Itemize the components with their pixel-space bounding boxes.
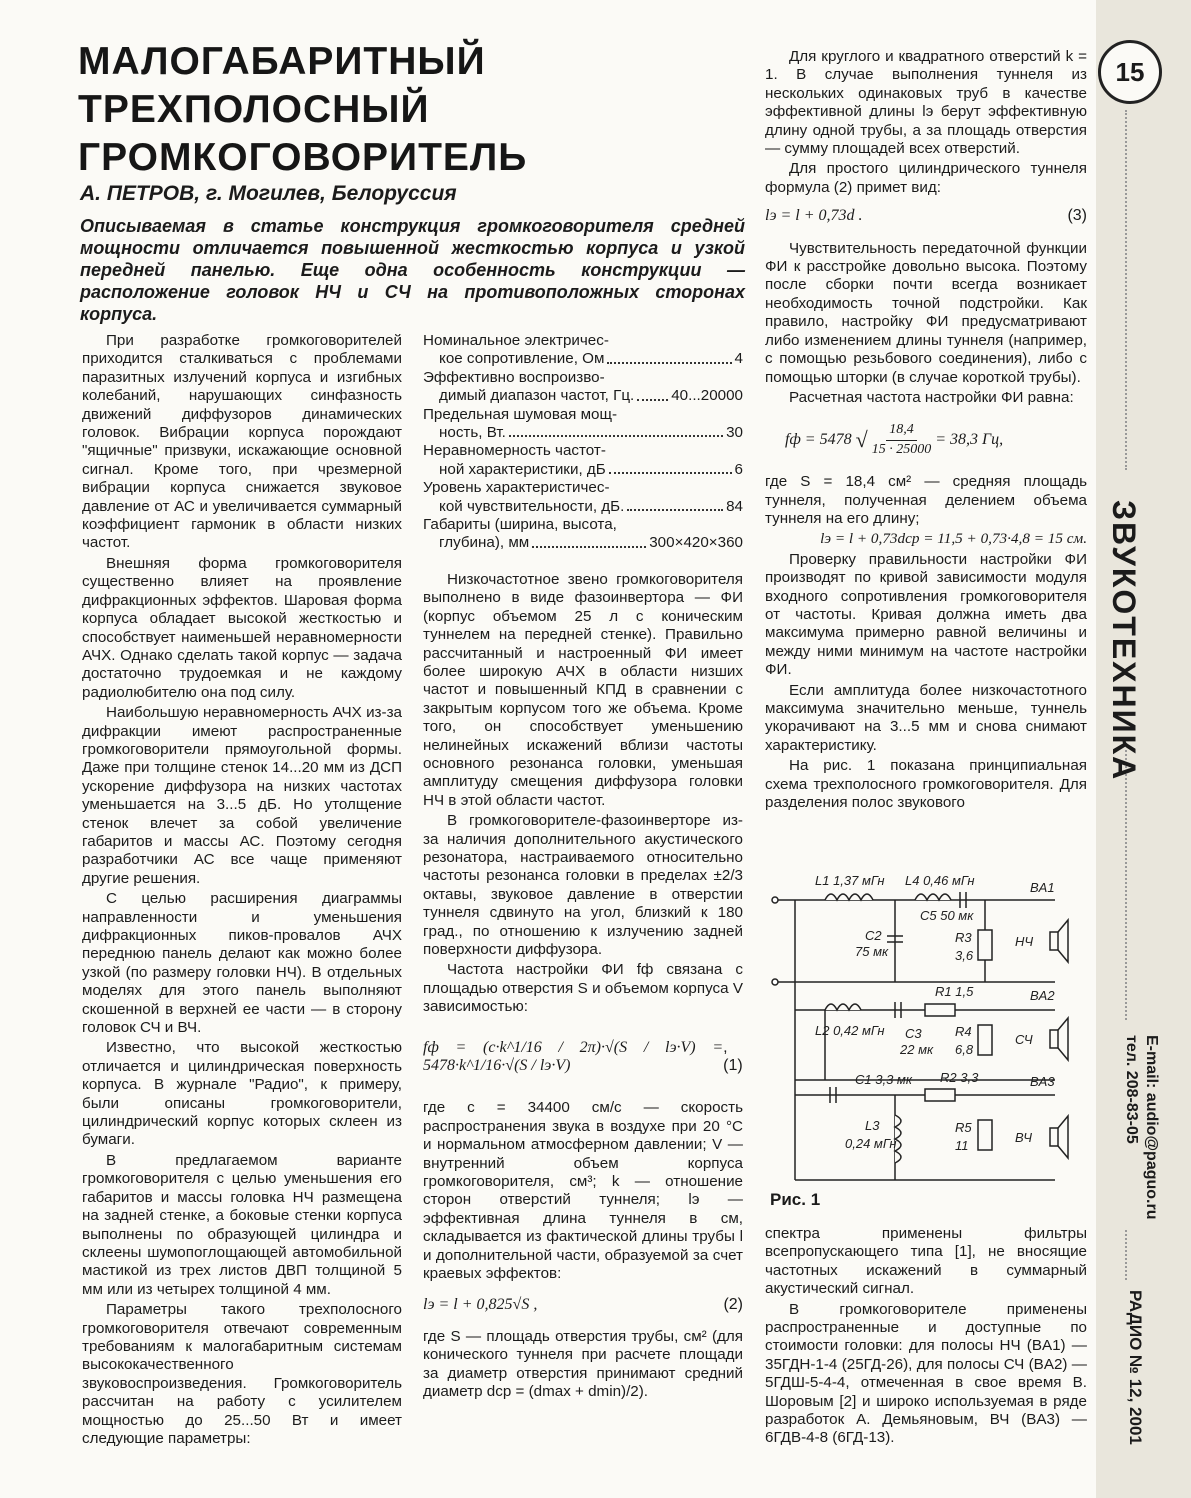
spec-item (423, 369, 743, 406)
page-number: 15 (1098, 40, 1162, 104)
formula-text: lэ = l + 0,825√S , (423, 1295, 538, 1313)
dotted-divider (1125, 1230, 1129, 1280)
paragraph: где c = 34400 см/с — скорость распространения звука в воздухе при 20 °С и нормальном атмосферном давлении; V — внутренний объем корпуса громкоговорителя, см³; k — отношение сторон отверстий туннеля; lэ — эффективная длина туннеля в см, складывается из фактической длины трубы l и дополнительной части, образуемой за счет краевых эффектов: (423, 1099, 743, 1283)
formula-1 (423, 1039, 743, 1076)
label-L3-value: 0,24 мГн (845, 1136, 897, 1151)
spec-value: 84 (726, 497, 743, 515)
title-line: МАЛОГАБАРИТНЫЙ (78, 40, 486, 83)
spec-value: 4 (734, 350, 743, 368)
spec-label: кой чувствительности, дБ. (439, 497, 625, 515)
spec-value: 6 (734, 460, 743, 478)
spec-label: глубина), мм (439, 534, 530, 552)
paragraph: Проверку правильности настройки ФИ производят по кривой зависимости модуля входного сопротивления громкоговорителя от частоты. Кривая должна иметь два максимума примерно равной величины и между ними минимум на частоте настройки ФИ. (765, 550, 1087, 679)
spec-label: кое сопротивление, Ом (439, 350, 605, 368)
formula-line: lэ = l + 0,73dср = 11,5 + 0,73·4,8 = 15 см. (820, 530, 1087, 548)
formula-2 (423, 1296, 743, 1314)
article-author: А. ПЕТРОВ, г. Могилев, Белоруссия (80, 182, 457, 205)
paragraph: На рис. 1 показана принципиальная схема трехполосного громкоговорителя. Для разделения полос звукового (765, 757, 1087, 812)
paragraph: Параметры такого трехполосного громкоговорителя отвечают современным требованиям к малогабаритным системам высококачественного звуковоспроизведения. Громкоговоритель рассчитан на работу с усилителем мощностью до 25...50 Вт и имеет следующие параметры: (82, 1301, 402, 1447)
spec-item (423, 406, 743, 443)
fraction-top: 18,4 (886, 421, 917, 440)
label-L4: L4 0,46 мГн (905, 873, 975, 888)
article-lead: Описываемая в статье конструкция громкоговорителя средней мощности отличается повышенной жесткостью корпуса и узкой передней панелью. Еще одна особенность конструкции — расположение головок НЧ и СЧ на противоположных сторонах корпуса. (80, 216, 745, 324)
label-R1: R1 1,5 (935, 984, 974, 999)
spec-label: Эффективно воспроизво- (423, 368, 605, 386)
formula-number: ,(1) (723, 1038, 743, 1075)
label-BA3: BA3 (1030, 1074, 1055, 1089)
paragraph: При разработке громкоговорителей приходится сталкиваться с проблемами паразитных излучений корпуса и изгибных колебаний, нарушающих синфазность движений диффузоров динамических головок. Вибрации корпуса порождают "ящичные" призвуки, искажающие основной сигнал. Кроме того, при чрезмерной вибрации корпуса снижается звуковое давление от АС и увеличивается суммарный коэффициент гармоник в области низких частот. (82, 332, 402, 552)
label-nch: НЧ (1015, 934, 1034, 949)
label-vch: ВЧ (1015, 1130, 1032, 1145)
formula-number: (3) (1067, 207, 1087, 225)
contact-phone: тел. 208-83-05 (1123, 1035, 1140, 1144)
paragraph: Для круглого и квадратного отверстий k = 1. В случае выполнения туннеля из нескольких одинаковых труб в качестве эффективной длины lэ берут эффективную длину одной трубы, а за площадь отверстия — сумму площадей всех отверстий. (765, 48, 1087, 158)
paragraph: Внешняя форма громкоговорителя существенно влияет на проявление дифракционных эффектов. Шаровая форма корпуса обладает высокой жесткостью и способствует наименьшей неравномерности АЧХ. Однако сделать такой корпус — задача достаточно трудоемкая и не каждому радиолюбителю она под силу. (82, 554, 402, 701)
issue-label: РАДИО № 12, 2001 (1126, 1290, 1145, 1445)
label-R5: R5 (955, 1120, 972, 1135)
formula-fraction (872, 421, 932, 459)
text-column-2 (423, 332, 743, 1404)
paragraph: Частота настройки ФИ fф связана с площадью отверстия S и объемом корпуса V зависимостью: (423, 961, 743, 1016)
spec-value: 30 (726, 424, 743, 442)
formula-rhs: = 38,3 Гц, (935, 431, 1004, 449)
spec-label: ность, Вт. (439, 424, 506, 442)
spec-list (423, 332, 743, 553)
paragraph: В предлагаемом варианте громкоговорителя с целью уменьшения его габаритов и массы головка НЧ размещена на задней стенке, а боковые стенки корпуса выполнены по образующей цилиндра и склеены шумопоглощающей автомобильной мастикой из трех листов ДВП толщиной 5 мм или из четырех толщиной 4 мм. (82, 1151, 402, 1298)
label-sch: СЧ (1015, 1032, 1033, 1047)
formula-4: fф = 5478 √ $\frac{18,4}{15 \cdot 25000}$ = 38,3 Гц, (785, 421, 1087, 459)
paragraph: где S — площадь отверстия трубы, см² (для конического туннеля при расчете площади за диаметр отверстия принимают средний диаметр dср = (dmax + dmin)/2). (423, 1327, 743, 1401)
paragraph: В громкоговорителе-фазоинверторе из-за наличия дополнительного акустического резонатора, настраиваемого относительно частоты резонанса головки в пределах ±2/3 октавы, звуковое давление в отверстии туннеля сдвинуто на угол, близкий к 180 град., по отношению к излучению задней поверхности диффузора. (423, 812, 743, 958)
label-C1: C1 3,3 мк (855, 1072, 912, 1087)
paragraph: Расчетная частота настройки ФИ равна: (789, 388, 1074, 406)
label-BA1: BA1 (1030, 880, 1055, 895)
paragraph: В громкоговорителе применены распространенные и доступные по стоимости головки: для полосы НЧ (BA1) — 35ГДН-1-4 (25ГД-26), для полосы СЧ (BA2) — 5ГДШ-5-4-4, отмеченная в свое время В. Шоровым [2] и широко используемая в ряде разработок А. Демьяновым, ВЧ (BA3) — 6ГДВ-4-8 (6ГД-13). (765, 1300, 1087, 1447)
spec-label: ной характеристики, дБ (439, 460, 606, 478)
paragraph: Чувствительность передаточной функции ФИ к расстройке довольно высока. Поэтому после сборки почти всегда возникает необходимость точной подстройки. Как правило, настройку ФИ предусматривают либо изменением длины туннеля (например, с помощью резьбового соединения), либо с помощью шторки (в случае короткой трубы). (765, 239, 1087, 386)
paragraph: Наибольшую неравномерность АЧХ из-за дифракции имеют распространенные громкоговорители прямоугольной формы. Даже при толщине стенок 14...20 мм из ДСП ускорение диффузора на низких частотах уменьшается на 3...5 дБ. Но утолщение стенок влечет за собой увеличение габаритов и массы АС. Поэтому сегодня разработчики АС все чаще применяют другие решения. (82, 704, 402, 887)
dotted-divider (1125, 110, 1129, 470)
formula-number: (2) (723, 1295, 743, 1313)
label-C5: C5 50 мк (920, 908, 974, 923)
label-C3: C3 (905, 1026, 922, 1041)
paragraph: Для простого цилиндрического туннеля формула (2) примет вид: (765, 160, 1087, 196)
spec-label: Габариты (ширина, высота, (423, 516, 617, 534)
label-C2: C2 (865, 928, 882, 943)
spec-label: Номинальное электричес- (423, 332, 609, 349)
label-BA2: BA2 (1030, 988, 1055, 1003)
article-title (78, 38, 718, 182)
paragraph: С целью расширения диаграммы направленности и уменьшения дифракционных пиков-провалов АЧХ переднюю панель делают как можно более узкой (по размеру головки НЧ). В отдельных моделях для этого панель выполняют скошенной в верхней ее части — в сторону головок СЧ и ВЧ. (82, 890, 402, 1037)
section-rubric: ЗВУКОТЕХНИКА (1106, 500, 1142, 782)
fraction-bottom: 15 · 25000 (871, 441, 932, 457)
label-R3: R3 (955, 930, 972, 945)
formula-text: fф = (c·k^1/16 / 2π)·√(S / lэ·V) = 5478·k^1/16·√(S / lэ·V) (423, 1038, 724, 1075)
title-line: ТРЕХПОЛОСНЫЙ (78, 88, 430, 131)
text-column-3 (765, 48, 1087, 814)
spec-item (423, 479, 743, 516)
paragraph: Известно, что высокой жесткостью отличается и цилиндрическая поверхность корпуса. В журнале "Радио", к примеру, были описаны громкоговорители, цилиндрический корпус которых склеен из бумаги. (82, 1039, 402, 1149)
spec-item (423, 442, 743, 479)
text-column-1 (82, 332, 402, 1450)
label-L2: L2 0,42 мГн (815, 1023, 885, 1038)
paragraph: спектра применены фильтры всепропускающего типа [1], не вносящие частотных искажений в суммарный акустический сигнал. (765, 1225, 1087, 1298)
label-R4: R4 (955, 1024, 972, 1039)
text-column-4 (765, 1225, 1087, 1450)
formula-text: lэ = l + 0,73d . (765, 207, 863, 225)
label-R2: R2 3,3 (940, 1070, 979, 1085)
label-L1: L1 1,37 мГн (815, 873, 885, 888)
spec-label: Уровень характеристичес- (423, 479, 610, 497)
dotted-divider (1125, 750, 1129, 1020)
spec-label: Неравномерность частот- (423, 442, 606, 460)
paragraph: Если амплитуда более низкочастотного максимума значительно меньше, туннель укорачивают на 3...5 мм и снова снимают характеристику. (765, 681, 1087, 754)
spec-item (423, 516, 743, 553)
label-R3-value: 3,6 (955, 948, 974, 963)
label-L3: L3 (865, 1118, 880, 1133)
figure-caption: Рис. 1 (770, 1190, 821, 1209)
formula-3 (765, 207, 1087, 225)
spec-label: Предельная шумовая мощ- (423, 405, 618, 423)
paragraph: где S = 18,4 см² — средняя площадь туннеля, полученная делением объема туннеля на его длину; (765, 473, 1087, 527)
label-R5-value: 11 (955, 1138, 969, 1153)
label-R4-value: 6,8 (955, 1042, 974, 1057)
spec-label: димый диапазон частот, Гц. (439, 387, 635, 405)
spec-value: 40...20000 (671, 387, 743, 405)
spec-item (423, 332, 743, 369)
spec-value: 300×420×360 (649, 534, 743, 552)
circuit-diagram (765, 870, 1095, 1190)
contact-email: E-mail: audio@paguo.ru (1143, 1035, 1160, 1220)
label-C3-value: 22 мк (900, 1042, 934, 1057)
title-line: ГРОМКОГОВОРИТЕЛЬ (78, 136, 528, 179)
formula-lhs: fф = 5478 (785, 431, 852, 449)
label-C2-value: 75 мк (855, 944, 889, 959)
paragraph: Низкочастотное звено громкоговорителя выполнено в виде фазоинвертора — ФИ (корпус объемом 25 л с коническим туннелем на передней стенке). Правильно рассчитанный и настроенный ФИ имеет более широкую АЧХ в области низших частот и повышенный КПД в сравнении с закрытым корпусом того же объема. Кроме того, он способствует уменьшению нелинейных искажений вблизи частоты основного резонанса головки, уменьшая амплитуду смещения диффузора головки НЧ в этой области частот. (423, 570, 743, 809)
